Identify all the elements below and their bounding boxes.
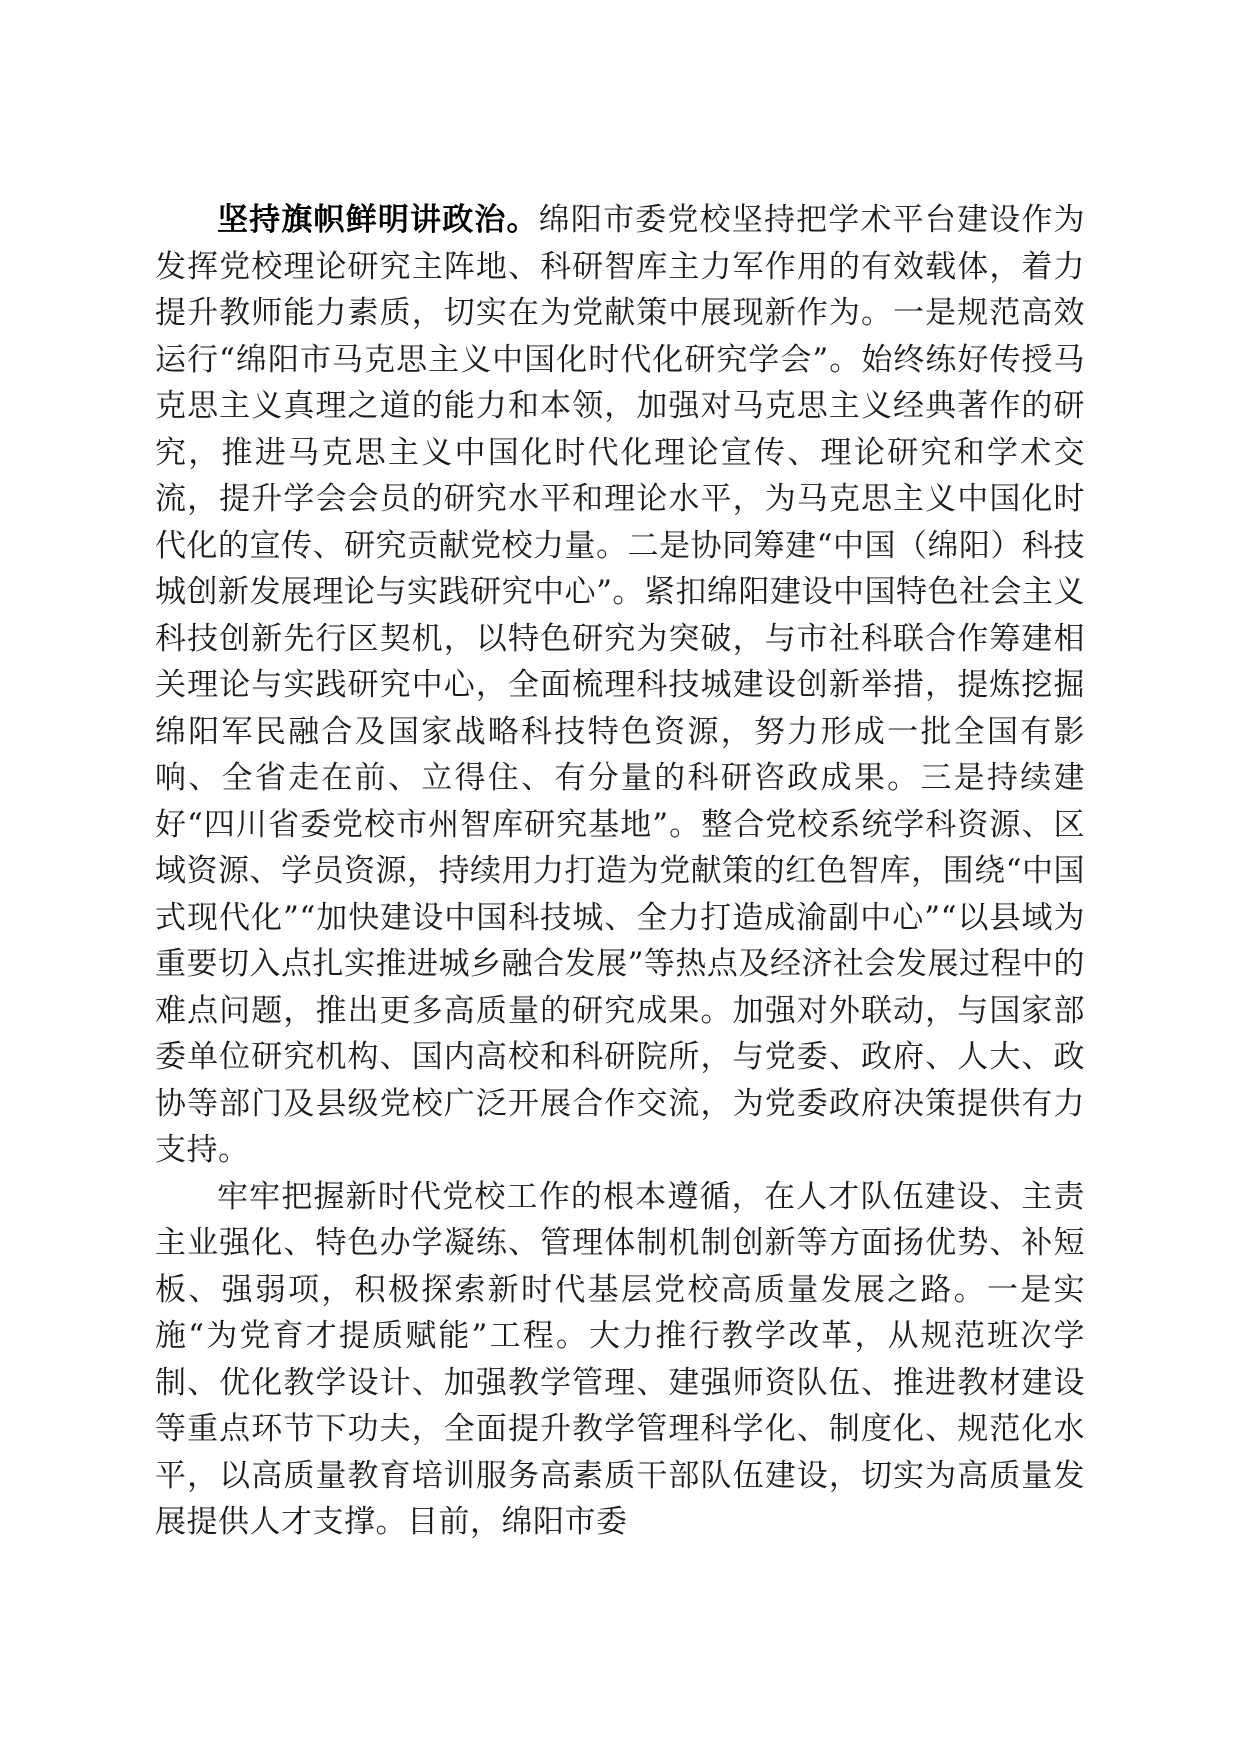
paragraph-1 <box>155 197 1085 1174</box>
body-text <box>155 197 1085 1546</box>
paragraph-1-lead-heading: 坚持旗帜鲜明讲政治。 <box>217 202 539 238</box>
paragraph-2 <box>155 1174 1085 1546</box>
paragraph-1-text: 绵阳市委党校坚持把学术平台建设作为发挥党校理论研究主阵地、科研智库主力军作用的有效载体，着力提升教师能力素质，切实在为党献策中展现新作为。一是规范高效运行“绵阳市马克思主义中国化时代化研究学会”。始终练好传授马克思主义真理之道的能力和本领，加强对马克思主义经典著作的研究，推进马克思主义中国化时代化理论宣传、理论研究和学术交流，提升学会会员的研究水平和理论水平，为马克思主义中国化时代化的宣传、研究贡献党校力量。二是协同筹建“中国（绵阳）科技城创新发展理论与实践研究中心”。紧扣绵阳建设中国特色社会主义科技创新先行区契机，以特色研究为突破，与市社科联合作筹建相关理论与实践研究中心，全面梳理科技城建设创新举措，提炼挖掘绵阳军民融合及国家战略科技特色资源，努力形成一批全国有影响、全省走在前、立得住、有分量的科研咨政成果。三是持续建好“四川省委党校市州智库研究基地”。整合党校系统学科资源、区域资源、学员资源，持续用力打造为党献策的红色智库，围绕“中国式现代化”“加快建设中国科技城、全力打造成渝副中心”“以县域为重要切入点扎实推进城乡融合发展”等热点及经济社会发展过程中的难点问题，推出更多高质量的研究成果。加强对外联动，与国家部委单位研究机构、国内高校和科研院所，与党委、政府、人大、政协等部门及县级党校广泛开展合作交流，为党委政府决策提供有力支持。 <box>155 202 1086 1168</box>
paragraph-2-text: 牢牢把握新时代党校工作的根本遵循，在人才队伍建设、主责主业强化、特色办学凝练、管理体制机制创新等方面扬优势、补短板、强弱项，积极探索新时代基层党校高质量发展之路。一是实施“为党育才提质赋能”工程。大力推行教学改革，从规范班次学制、优化教学设计、加强教学管理、建强师资队伍、推进教材建设等重点环节下功夫，全面提升教学管理科学化、制度化、规范化水平，以高质量教育培训服务高素质干部队伍建设，切实为高质量发展提供人才支撑。目前，绵阳市委 <box>155 1178 1085 1540</box>
